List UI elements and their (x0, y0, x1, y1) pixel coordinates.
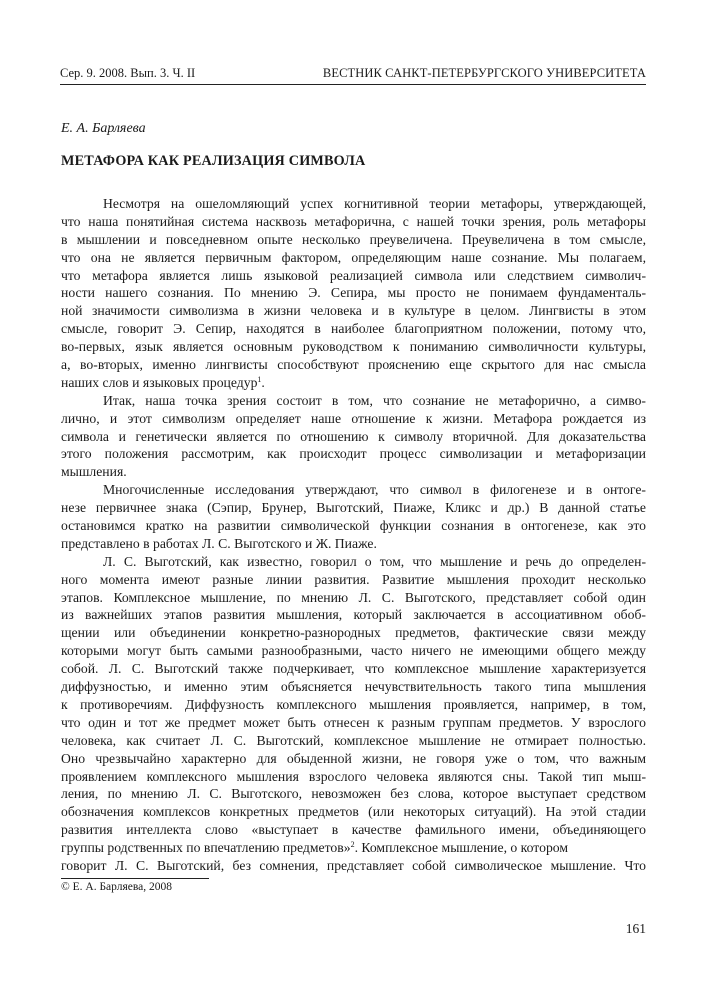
article-body (61, 195, 646, 875)
text-line: Многочисленные исследования утверждают, что символ в филогенезе и в онтоге- (103, 482, 646, 498)
text-fragment: . (261, 374, 265, 390)
text-line: этапов. Комплексное мышление, по мнению Л. С. Выготского, представляет собой один (61, 589, 646, 605)
header-issue-info: Сер. 9. 2008. Вып. 3. Ч. II (60, 66, 196, 80)
footnote-marker: 2 (350, 840, 355, 850)
header-rule (60, 84, 646, 85)
text-line: проявлением комплексного мышления взрослого человека являются сны. Такой тип мыш- (61, 768, 646, 784)
text-line: Несмотря на ошеломляющий успех когнитивной теории метафоры, утверждающей, (103, 196, 646, 211)
text-line: из важнейших этапов развития мышления, который заключается в ассоциативном обоб- (61, 607, 646, 623)
text-line: щении или объединении конкретно-разнородных предметов, фактические связи между (61, 625, 646, 641)
text-line: развития интеллекта слово «выступает в качестве фамильного имени, объединяющего (61, 822, 646, 838)
text-line: незе первичнее знака (Сэпир, Брунер, Выготский, Пиаже, Кликс и др.) В данной статье (61, 500, 646, 516)
text-fragment: . Комплексное мышление, о котором (354, 840, 569, 856)
text-line: символа и генетически является по отношению к символу вторичной. Для доказательства (61, 428, 646, 444)
text-line: человека, как считает Л. С. Выготский, комплексное мышление не отмирает полностью. (61, 732, 646, 748)
text-line: а, во-вторых, именно лингвисты способствуют прояснению еще скрытого для нас смысла (61, 357, 646, 373)
text-line: ного момента имеют разные линии развития. Развитие мышления проходит несколько (61, 571, 646, 587)
copyright-footnote: © Е. А. Барляева, 2008 (61, 881, 173, 893)
text-line: ления, по мнению Л. С. Выготского, невозможен без слова, которое выступает средством (61, 786, 646, 802)
text-line: остановимся кратко на развитии символической функции сознания в онтогенезе, как это (61, 518, 646, 534)
header-journal-title: ВЕСТНИК САНКТ-ПЕТЕРБУРГСКОГО УНИВЕРСИТЕТА (322, 66, 646, 80)
text-line: ности нашего сознания. По мнению Э. Сепира, мы просто не понимаем фундаменталь- (61, 285, 646, 301)
text-line: Итак, наша точка зрения состоит в том, что сознание не метафорично, а симво- (103, 392, 646, 408)
text-fragment: наших слов и языковых процедур (61, 374, 258, 390)
text-line: диффузностью, и именно этим объясняется нечувствительность такого типа мышления (61, 679, 646, 695)
article-author: Е. А. Барляева (61, 121, 146, 136)
text-line: что один и тот же предмет может быть отнесен к разным группам предметов. У взрослого (61, 714, 646, 730)
text-line: смысле, говорит Э. Сепир, находятся в наиболее благоприятном положении, потому что, (61, 321, 646, 337)
text-line: что наша понятийная система насквозь метафорична, с нашей точки зрения, роль метафоры (61, 213, 646, 229)
text-line: Л. С. Выготский, как известно, говорил о том, что мышление и речь до определен- (103, 553, 646, 569)
text-line: собой. Л. С. Выготский также подчеркивает, что комплексное мышление характеризуется (61, 661, 646, 677)
text-line: мышления. (61, 464, 127, 480)
text-line: к противоречиям. Диффузность комплексного мышления проявляется, например, в том, (61, 696, 646, 712)
text-line: в мышлении и повседневном опыте несколько преувеличена. Преувеличена в том смысле, (61, 231, 646, 247)
text-line (61, 374, 646, 392)
text-line: представлено в работах Л. С. Выготского и Ж. Пиаже. (61, 535, 377, 551)
article-title: МЕТАФОРА КАК РЕАЛИЗАЦИЯ СИМВОЛА (61, 153, 366, 169)
footnote-rule (61, 878, 209, 879)
text-line (61, 839, 646, 857)
text-line: лично, и этот символизм определяет наше отношение к жизни. Метафора рождается из (61, 410, 646, 426)
text-line: что она не является первичным фактором, определяющим наше сознание. Мы полагаем, (61, 249, 646, 265)
text-line: которыми могут быть самыми разнообразными, часто ничего не имеющими общего между (61, 643, 646, 659)
text-fragment: группы родственных по впечатлению предметов» (61, 840, 351, 856)
text-line: говорит Л. С. Выготский, без сомнения, представляет собой символическое мышление. Что (61, 857, 646, 873)
text-line: обозначения комплексов конкретных предметов (или некоторых ситуаций). На этой стадии (61, 804, 646, 820)
text-line: ной значимости символизма в жизни человека и в культуре в целом. Лингвисты в этом (61, 303, 646, 319)
page-number: 161 (625, 921, 646, 936)
text-line: во-первых, язык является основным руководством к пониманию символичности культуры, (61, 339, 646, 355)
footnote-marker: 1 (257, 374, 262, 384)
text-line: этого положения рассмотрим, как происходит процесс символизации и метафоризации (61, 446, 646, 462)
text-line: что метафора является лишь языковой реализацией символа или следствием символич- (61, 267, 646, 283)
text-line: Оно чрезвычайно характерно для обыденной жизни, не говоря уже о том, что важным (61, 750, 646, 766)
